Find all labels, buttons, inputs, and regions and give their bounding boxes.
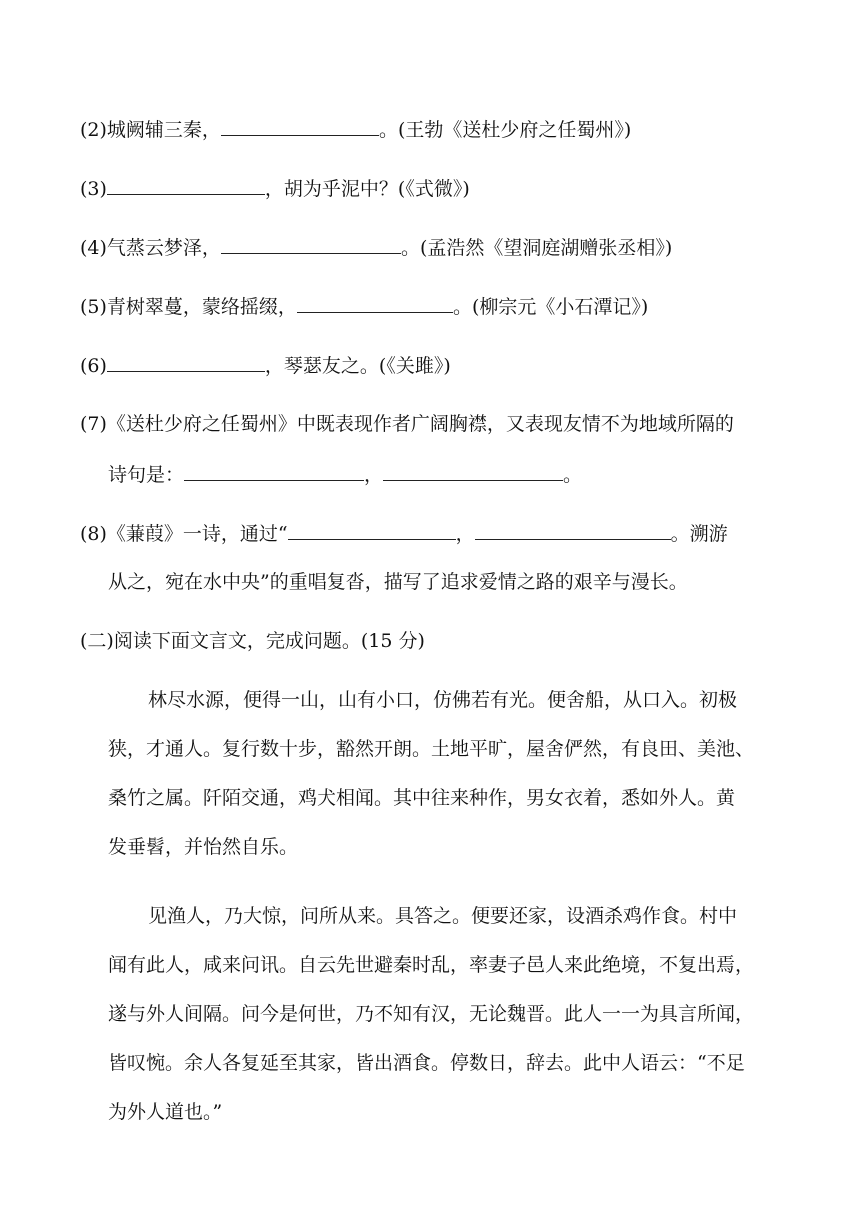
question-4 [80,235,788,260]
question-text: 。溯游 [670,523,728,545]
question-5 [80,294,788,319]
passage-line: 狭，才通人。复行数十步，豁然开朗。土地平旷，屋舍俨然，有良田、美池、 [108,738,755,760]
punctuation: ， [455,523,475,545]
question-8-continued [108,570,788,594]
question-text: 气蒸云梦泽， [106,237,221,259]
punctuation: 。 [563,464,583,486]
question-source: 。(王勃《送杜少府之任蜀州》) [378,119,632,141]
question-text: ，琴瑟友之。(《关雎》) [264,355,451,377]
punctuation: ， [364,464,384,486]
passage-line: 为外人道也。” [108,1101,223,1123]
passage-line: 遂与外人间隔。问今是何世，乃不知有汉，无论魏晋。此人一一为具言所闻， [108,1003,755,1025]
question-6 [80,353,788,378]
passage-line: 见渔人，乃大惊，问所从来。具答之。便要还家，设酒杀鸡作食。村中 [148,905,738,927]
question-text: 青树翠蔓，蒙络摇缀， [106,296,297,318]
question-number: (7) [80,413,107,435]
question-text: 城阙辅三秦， [106,119,221,141]
question-number: (8) [80,523,107,545]
question-number: (4) [80,237,107,259]
answer-blank[interactable] [107,176,265,195]
passage-line: 发垂髫，并怡然自乐。 [108,836,299,858]
question-8 [80,521,788,546]
answer-blank[interactable] [475,521,671,540]
question-2 [80,117,788,142]
question-text: 《蒹葭》一诗，通过“ [106,523,288,545]
section-heading: (二)阅读下面文言文，完成问题。(15 分) [80,630,425,652]
answer-blank[interactable] [221,117,379,136]
question-3 [80,176,788,201]
answer-blank[interactable] [221,235,401,254]
question-number: (3) [80,178,107,200]
question-text: 诗句是： [108,464,185,486]
question-source: 。(柳宗元《小石潭记》) [452,296,649,318]
question-text: 《送杜少府之任蜀州》中既表现作者广阔胸襟，又表现友情不为地域所隔的 [106,413,734,435]
answer-blank[interactable] [184,462,364,481]
question-text: ，胡为乎泥中？(《式微》) [264,178,470,200]
passage-line: 皆叹惋。余人各复延至其家，皆出酒食。停数日，辞去。此中人语云：“不足 [108,1052,745,1074]
question-text: 从之，宛在水中央”的重唱复沓，描写了追求爱情之路的艰辛与漫长。 [108,571,688,593]
answer-blank[interactable] [288,521,456,540]
question-source: 。(孟浩然《望洞庭湖赠张丞相》) [400,237,673,259]
passage-line: 闻有此人，咸来问讯。自云先世避秦时乱，率妻子邑人来此绝境，不复出焉， [108,954,755,976]
question-7-continued [108,462,788,487]
question-7 [80,412,788,436]
question-number: (5) [80,296,107,318]
answer-blank[interactable] [383,462,563,481]
question-number: (2) [80,119,107,141]
passage-line: 林尽水源，便得一山，山有小口，仿佛若有光。便舍船，从口入。初极 [148,689,738,711]
passage-line: 桑竹之属。阡陌交通，鸡犬相闻。其中往来种作，男女衣着，悉如外人。黄 [108,787,736,809]
answer-blank[interactable] [297,294,453,313]
question-number: (6) [80,355,107,377]
answer-blank[interactable] [107,353,265,372]
